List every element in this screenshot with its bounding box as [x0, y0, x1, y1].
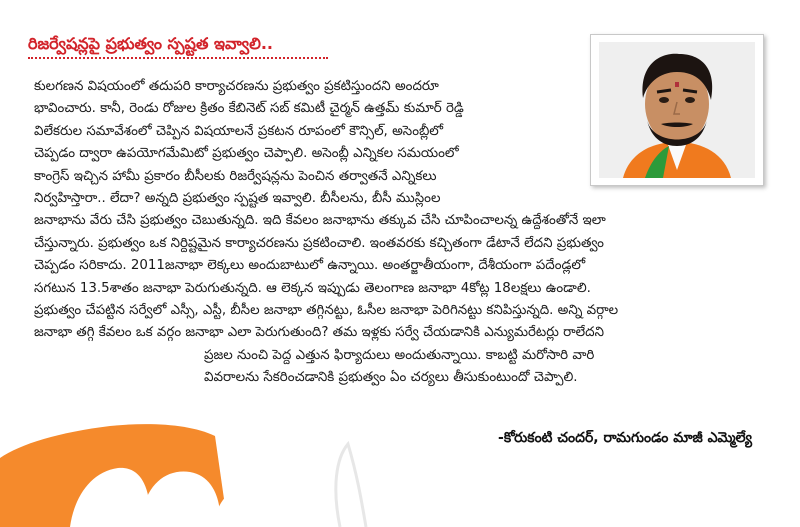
headline-underline — [28, 57, 328, 59]
article-line: చెప్పడం ద్వారా ఉపయోగమేమిటో ప్రభుత్వం చెప్పాలి. అసెంబ్లీ ఎన్నికల సమయంలో — [34, 146, 459, 162]
article-line: సగటున 13.5శాతం జనాభా పెరుగుతున్నది. ఆ లెక్కన ఇప్పుడు తెలంగాణ జనాభా 4కోట్ల 18లక్షలు ఉండాలి. — [34, 280, 591, 296]
article-body — [34, 76, 754, 389]
article-line: కాంగ్రెస్ ఇచ్చిన హామీ ప్రకారం బీసీలకు రిజర్వేషన్లను పెంచిన తర్వాతనే ఎన్నికలు — [34, 168, 437, 184]
article-line: వివరాలను సేకరించడానికి ప్రభుత్వం ఏం చర్యలు తీసుకుంటుందో చెప్పాలి. — [204, 370, 578, 386]
article-line: ప్రభుత్వం చేపట్టిన సర్వేలో ఎస్సీ, ఎస్టీ, బీసీల జనాభా తగ్గినట్టు, ఓసీల జనాభా పెరిగినట్టు కనిపిస్తున్నది. అన్ని వర్గాల — [34, 302, 619, 318]
article-line: నిర్వహిస్తారా.. లేదా? అన్నది ప్రభుత్వం స్పష్టత ఇవ్వాలి. బీసీలను, బీసీ ముస్లింల — [34, 190, 441, 206]
article-headline: రిజర్వేషన్లపై ప్రభుత్వం స్పష్టత ఇవ్వాలి.. — [28, 34, 273, 53]
article-line: కులగణన విషయంలో తదుపరి కార్యాచరణను ప్రభుత్వం ప్రకటిస్తుందని అందరూ — [34, 79, 439, 94]
article-line: చెప్పడం సరికాదు. 2011జనాభా లెక్కలు అందుబాటులో ఉన్నాయి. అంతర్జాతీయంగా, దేశీయంగా పదేండ్లలో — [34, 258, 586, 274]
article-line: జనాభాను వేరు చేసి ప్రభుత్వం చెబుతున్నది. ఇది కేవలం జనాభాను తక్కువ చేసి చూపించాలన్న ఉద్దేశంతోనే ఇలా — [34, 213, 606, 229]
article-line: చేస్తున్నారు. ప్రభుత్వం ఒక నిర్దిష్టమైన కార్యాచరణను ప్రకటించాలి. ఇంతవరకు కచ్చితంగా డేటానే లేదని ప్రభుత్వం — [34, 235, 604, 251]
article-byline: -కోరుకంటి చందర్, రామగుండం మాజీ ఎమ్మెల్యే — [498, 430, 752, 446]
article-line: భావించారు. కానీ, రెండు రోజుల క్రితం కేబినెట్ సబ్ కమిటీ చైర్మన్ ఉత్తమ్ కుమార్ రెడ్డి — [34, 101, 464, 117]
article-line: ప్రజల నుంచి పెద్ద ఎత్తున ఫిర్యాదులు అందుతున్నాయి. కాబట్టి మరోసారి వారి — [204, 347, 595, 363]
article-line: జనాభా తగ్గి కేవలం ఒక వర్గం జనాభా ఎలా పెరుగుతుంది? తమ ఇళ్లకు సర్వే చేయడానికి ఎన్యుమరేటర్లు రాలేదని — [34, 325, 604, 341]
article-line: విలేకరుల సమావేశంలో చెప్పిన విషయాలనే ప్రకటన రూపంలో కౌన్సిల్, అసెంబ్లీలో — [34, 123, 444, 139]
raised-hand-illustration — [0, 418, 400, 527]
